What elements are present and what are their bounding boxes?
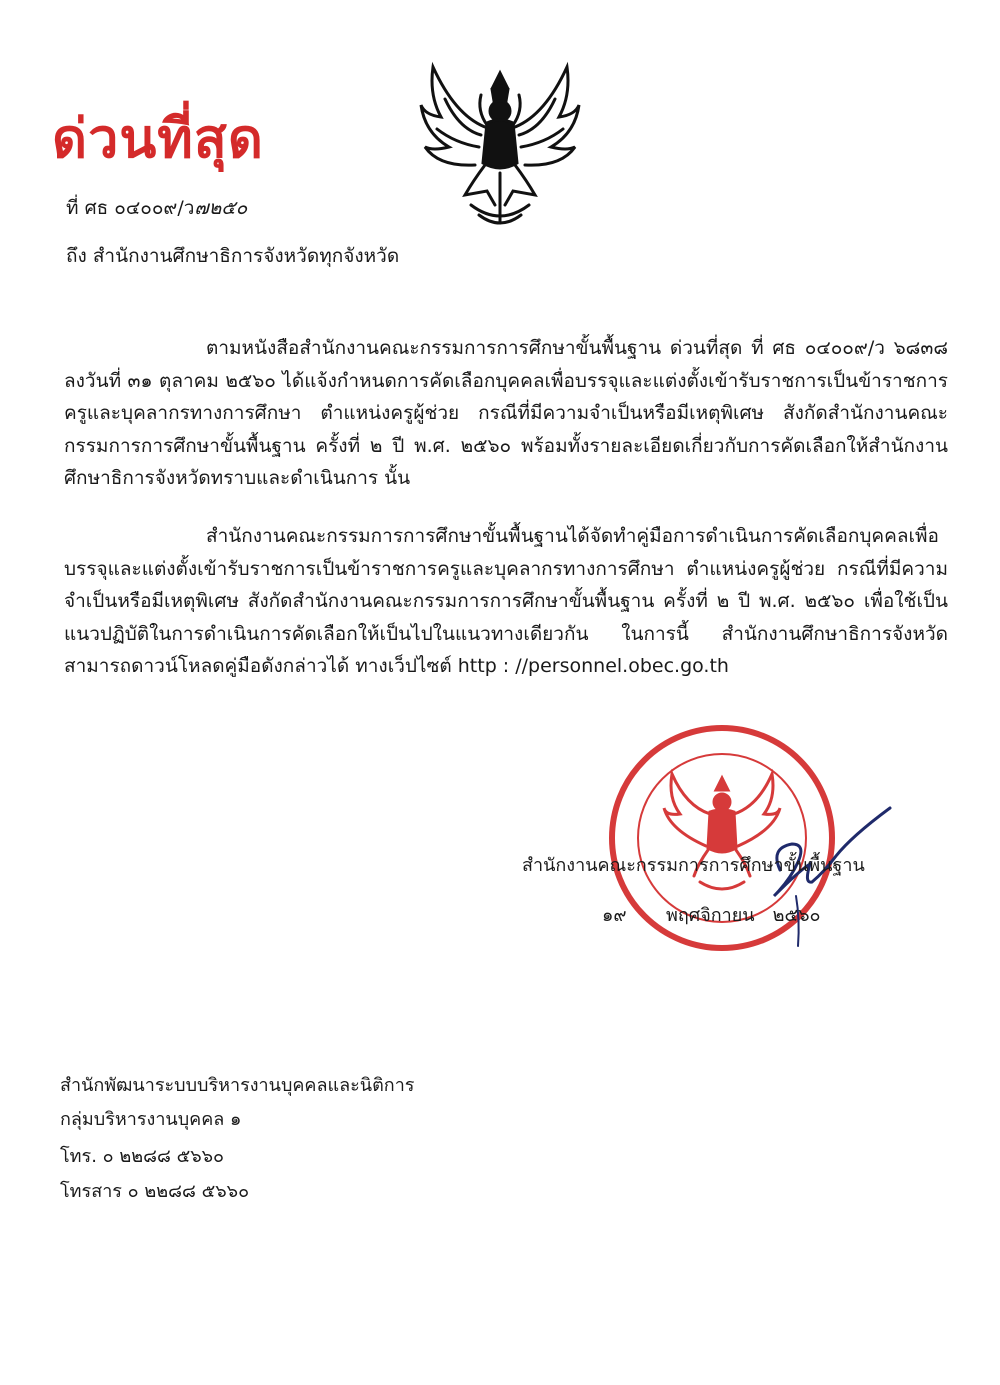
document-number	[66, 193, 247, 223]
document-number-prefix: ที่ ศธ ๐๔๐๐๙/ว	[66, 197, 195, 219]
footer-phone: โทร. ๐ ๒๒๘๘ ๕๖๖๐	[60, 1146, 225, 1167]
recipient-line: ถึง สำนักงานศึกษาธิการจังหวัดทุกจังหวัด	[66, 245, 400, 267]
body-paragraph-1: ตามหนังสือสำนักงานคณะกรรมการการศึกษาขั้นพื้นฐาน ด่วนที่สุด ที่ ศธ ๐๔๐๐๙/ว ๖๘๓๘ ลงวันที่ ๓๑ ตุลาคม ๒๕๖๐ ได้แจ้งกำหนดการคัดเลือกบุคคลเพื่อบรรจุและแต่งตั้งเข้ารับราชการเป็นข้าราชการครูและบุคลากรทางการศึกษา ตำแหน่งครูผู้ช่วย กรณีที่มีความจำเป็นหรือมีเหตุพิเศษ สังกัดสำนักงานคณะกรรมการการศึกษาขั้นพื้นฐาน ครั้งที่ ๒ ปี พ.ศ. ๒๕๖๐ พร้อมทั้งรายละเอียดเกี่ยวกับการคัดเลือกให้สำนักงานศึกษาธิการจังหวัดทราบและดำเนินการ นั้น	[64, 337, 948, 490]
urgency-heading: ด่วนที่สุด	[52, 107, 264, 170]
document-number-handwritten: ๗๒๕๐	[194, 197, 248, 219]
signing-organization: สำนักงานคณะกรรมการการศึกษาขั้นพื้นฐาน	[522, 855, 865, 876]
footer-group: กลุ่มบริหารงานบุคคล ๑	[60, 1109, 242, 1130]
signing-date	[602, 900, 821, 929]
signing-date-year: ๒๕๖๐	[772, 905, 821, 926]
body-paragraph-2: สำนักงานคณะกรรมการการศึกษาขั้นพื้นฐานได้จัดทำคู่มือการดำเนินการคัดเลือกบุคคลเพื่อบรรจุและแต่งตั้งเข้ารับราชการเป็นข้าราชการครูและบุคลากรทางการศึกษา ตำแหน่งครูผู้ช่วย กรณีที่มีความจำเป็นหรือมีเหตุพิเศษ สังกัดสำนักงานคณะกรรมการการศึกษาขั้นพื้นฐาน ครั้งที่ ๒ ปี พ.ศ. ๒๕๖๐ เพื่อใช้เป็นแนวปฏิบัติในการดำเนินการคัดเลือกให้เป็นไปในแนวทางเดียวกัน ในการนี้ สำนักงานศึกษาธิการจังหวัดสามารถดาวน์โหลดคู่มือดังกล่าวได้ ทางเว็ปไซต์ http : //personnel.obec.go.th	[64, 525, 948, 678]
footer-office: สำนักพัฒนาระบบบริหารงานบุคคลและนิติการ	[60, 1075, 415, 1096]
signing-date-month: พฤศจิกายน	[666, 905, 755, 926]
garuda-emblem-icon	[415, 55, 585, 235]
footer-fax: โทรสาร ๐ ๒๒๘๘ ๕๖๖๐	[60, 1181, 250, 1202]
signing-date-day: ๑๙	[602, 905, 627, 926]
